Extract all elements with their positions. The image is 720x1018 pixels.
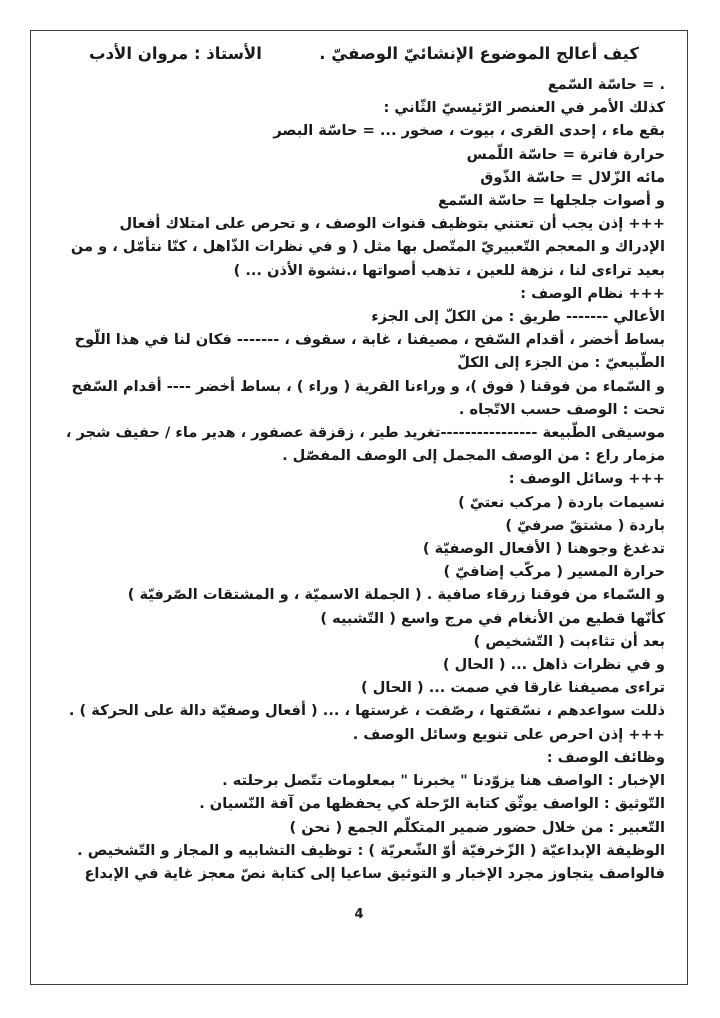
page-border-frame [30,30,688,985]
text-line: و السّماء من فوقنا زرقاء صافية . ( الجملة الاسميّة ، و المشتقات الصّرفيّة ) [127,586,665,604]
text-line: فالواصف يتجاوز مجرد الإخبار و التوثيق ساعيا إلى كتابة نصّ معجز غاية في الإبداع [84,864,665,882]
text-line: وظائف الوصف : [546,748,665,766]
text-line: و أصوات جلجلها = حاسّة السّمع [438,192,665,210]
text-line: الإدراك و المعجم التّعبيريّ المتّصل بها مثل ( و في نظرات الذّاهل ، كنّا نتأمّل ، و من [70,238,665,256]
text-line: +++ إذن احرص على تنويع وسائل الوصف . [352,725,665,743]
text-line: بعد أن تثاءبت ( التّشخيص ) [473,632,665,650]
text-line: تحت : الوصف حسب الاتّجاه . [458,400,665,418]
text-line: ذللت سواعدهم ، نسّقتها ، رصّفت ، غرستها ، ... ( أفعال وصفيّة دالة على الحركة ) . [68,702,665,720]
page-title: كيف أعالج الموضوع الإنشائيّ الوصفيّ . [319,44,639,63]
text-line: . = حاسّة السّمع [547,76,665,93]
text-line: تدغدغ وجوهنا ( الأفعال الوصفيّة ) [422,540,665,558]
text-line: تراءى مصيفنا غارقا في صمت ... ( الحال ) [360,679,665,697]
text-line: بساط أخضر ، أقدام السّفح ، مصيفنا ، غابة ، سقوف ، ------- فكان لنا في هذا اللّوح [74,331,665,349]
text-line: التّعبير : من خلال حضور ضمير المتكلّم الجمع ( نحن ) [289,818,665,836]
text-line: الوظيفة الإبداعيّة ( الزّخرفيّة أوّ الشّعريّة ) : توظيف التشابيه و المجاز و التّشخيص . [77,841,665,859]
text-line: الطّبيعيّ : من الجزء إلى الكلّ [457,354,665,372]
text-line: و في نظرات ذاهل ... ( الحال ) [442,656,665,674]
page-number: 4 [354,907,364,922]
text-line: بقع ماء ، إحدى القرى ، بيوت ، صخور ... = حاسّة البصر [273,122,665,140]
text-line: و السّماء من فوقنا ( فوق )، و وراءنا القرية ( وراء ) ، بساط أخضر ---- أقدام السّفح [71,377,665,395]
text-line: مائه الزّلال = حاسّة الذّوق [480,168,665,186]
text-line: نسيمات باردة ( مركب نعتيّ ) [458,493,665,511]
text-line: الأعالي ------- طريق : من الكلّ إلى الجزء [371,308,665,326]
body-text [31,63,687,885]
text-line: بعيد تراءى لنا ، نزهة للعين ، تذهب أصواتها ،.نشوة الأذن ... ) [233,261,665,279]
text-line: التّوثيق : الواصف يوثّق كتابة الرّحلة كي يحفظها من آفة النّسيان . [199,795,665,813]
text-line: حرارة المسير ( مركّب إضافيّ ) [443,563,665,581]
teacher-name: الأستاذ : مروان الأدب [89,44,262,63]
page-header [31,31,687,63]
text-line: +++ وسائل الوصف : [508,470,665,488]
text-line: موسيقى الطّبيعة ----------------تغريد طير ، زقزقة عصفور ، هدير ماء / حفيف شجر ، [65,424,665,442]
text-line: كذلك الأمر في العنصر الرّئيسيّ الثّاني : [383,99,665,117]
text-line: كأنّها قطيع من الأنغام في مرج واسع ( التّشبيه ) [320,609,665,627]
text-line: +++ إذن يجب أن تعتني بتوظيف قنوات الوصف ، و تحرص على امتلاك أفعال [119,215,665,233]
text-line: مزمار راع : من الوصف المجمل إلى الوصف المفصّل . [282,447,665,465]
text-line: باردة ( مشتقّ صرفيّ ) [505,516,665,534]
text-line: +++ نظام الوصف : [520,284,665,302]
text-line: حرارة فاترة = حاسّة اللّمس [466,145,665,163]
text-line: الإخبار : الواصف هنا يزوّدنا " يخبرنا " بمعلومات تتّصل برحلته . [222,772,665,790]
